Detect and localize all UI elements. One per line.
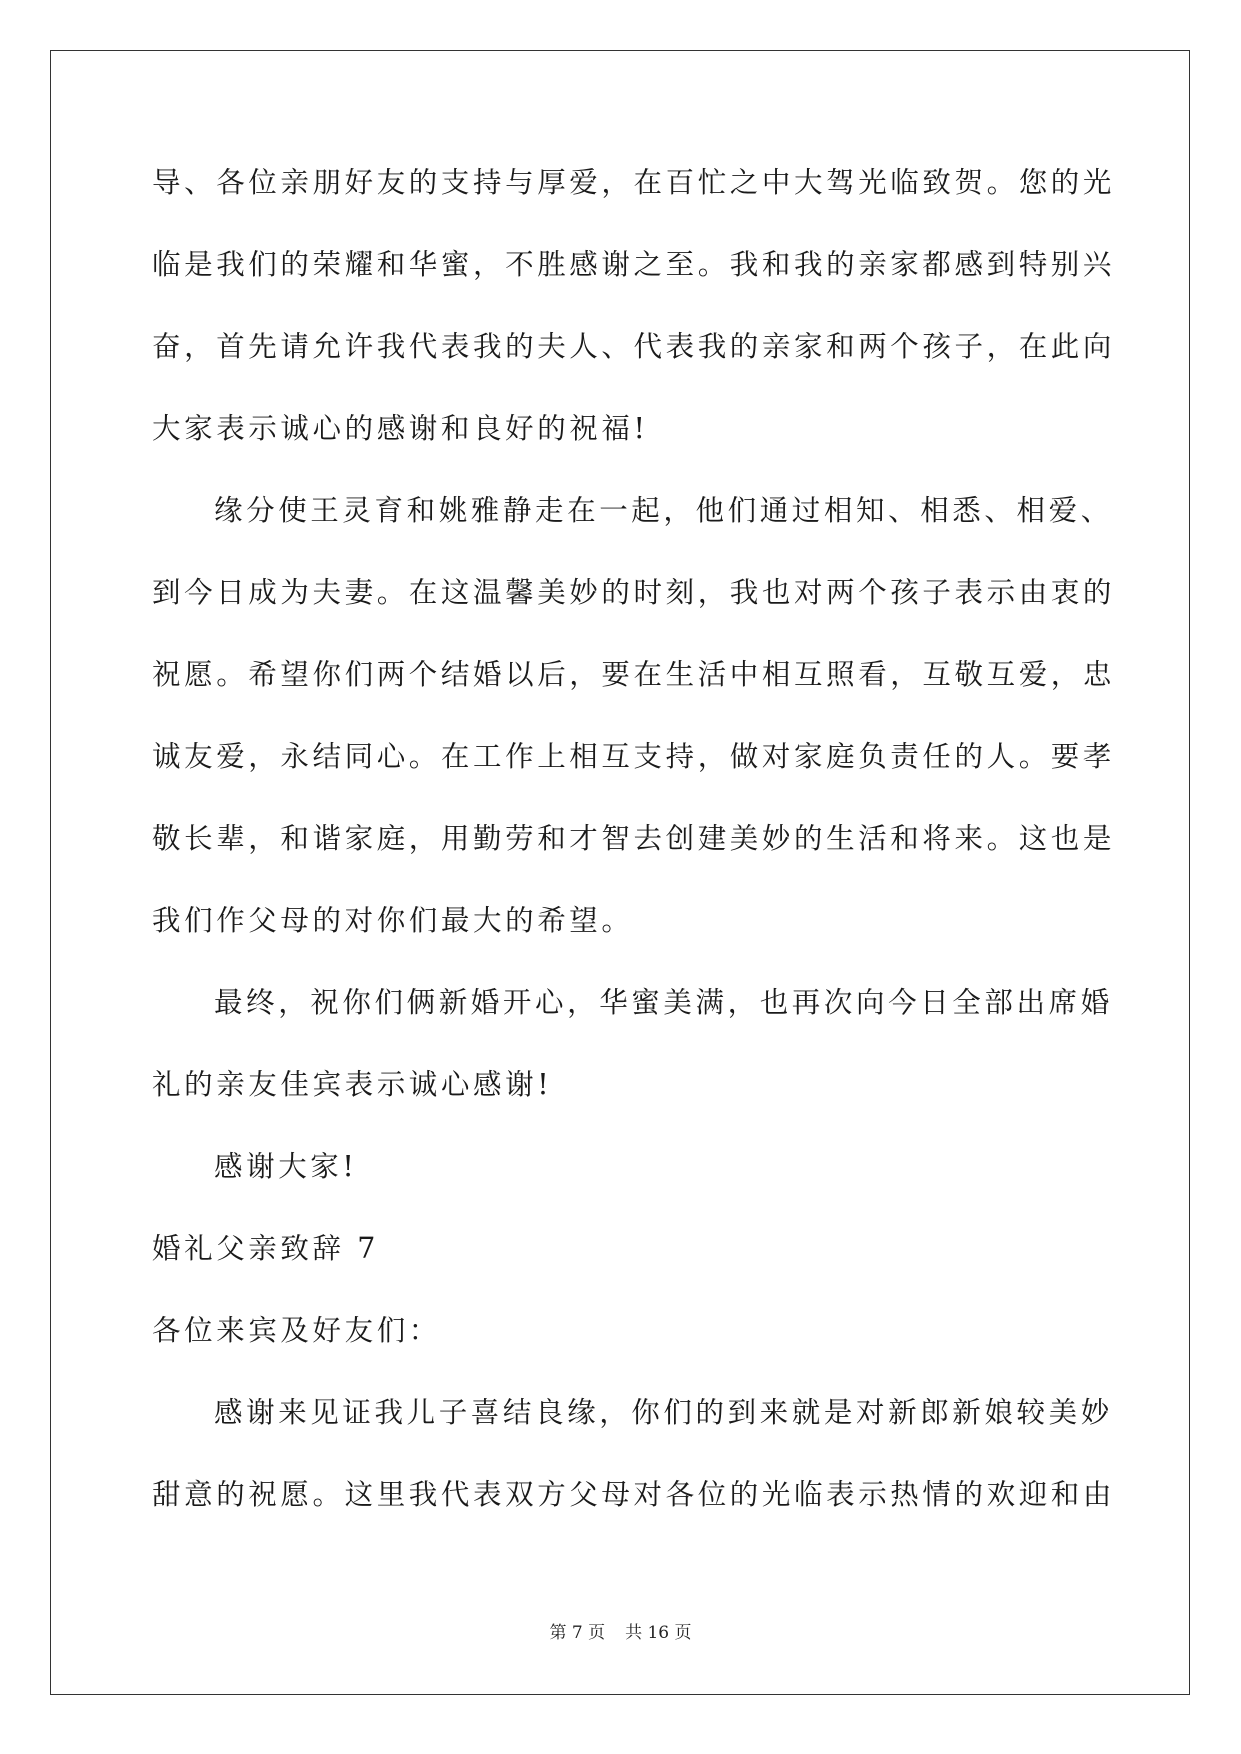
paragraph-line: 到今日成为夫妻。在这温馨美妙的时刻，我也对两个孩子表示由衷的 bbox=[152, 576, 1116, 609]
page-total: 共 16 页 bbox=[625, 1623, 692, 1643]
paragraph-line: 导、各位亲朋好友的支持与厚爱，在百忙之中大驾光临致贺。您的光 bbox=[152, 166, 1116, 199]
paragraph-line: 奋，首先请允许我代表我的夫人、代表我的亲家和两个孩子，在此向 bbox=[152, 330, 1116, 363]
paragraph-line: 礼的亲友佳宾表示诚心感谢! bbox=[152, 1068, 553, 1101]
paragraph-line: 缘分使王灵育和姚雅静走在一起，他们通过相知、相悉、相爱、 bbox=[214, 494, 1113, 527]
paragraph-line: 感谢来见证我儿子喜结良缘，你们的到来就是对新郎新娘较美妙 bbox=[214, 1396, 1113, 1429]
paragraph-line: 诚友爱，永结同心。在工作上相互支持，做对家庭负责任的人。要孝 bbox=[152, 740, 1116, 773]
paragraph-line: 感谢大家! bbox=[214, 1150, 358, 1183]
page-footer bbox=[0, 1618, 1241, 1643]
paragraph-line: 祝愿。希望你们两个结婚以后，要在生活中相互照看，互敬互爱，忠 bbox=[152, 658, 1116, 691]
document-body bbox=[152, 155, 1116, 1549]
page-number: 第 7 页 bbox=[549, 1623, 606, 1643]
paragraph-line: 大家表示诚心的感谢和良好的祝福! bbox=[152, 412, 649, 445]
paragraph-line: 甜意的祝愿。这里我代表双方父母对各位的光临表示热情的欢迎和由 bbox=[152, 1478, 1116, 1511]
section-heading: 婚礼父亲致辞 7 bbox=[152, 1232, 379, 1265]
salutation: 各位来宾及好友们： bbox=[152, 1314, 441, 1347]
paragraph-line: 我们作父母的对你们最大的希望。 bbox=[152, 904, 634, 937]
paragraph-line: 临是我们的荣耀和华蜜，不胜感谢之至。我和我的亲家都感到特别兴 bbox=[152, 248, 1116, 281]
paragraph-line: 敬长辈，和谐家庭，用勤劳和才智去创建美妙的生活和将来。这也是 bbox=[152, 822, 1116, 855]
paragraph-line: 最终，祝你们俩新婚开心，华蜜美满，也再次向今日全部出席婚 bbox=[214, 986, 1113, 1019]
